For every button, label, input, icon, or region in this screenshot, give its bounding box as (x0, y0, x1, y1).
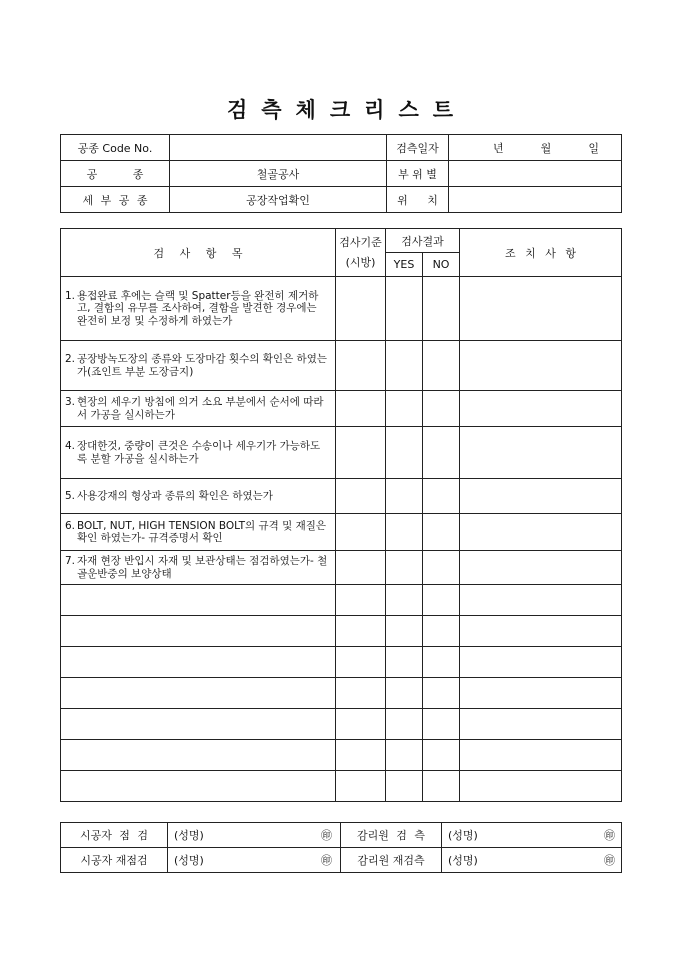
empty-row (61, 616, 622, 647)
yes-cell[interactable] (386, 678, 423, 709)
item-cell[interactable] (61, 740, 336, 771)
action-header: 조 치 사 항 (460, 229, 622, 277)
empty-row (61, 709, 622, 740)
item-cell[interactable] (61, 678, 336, 709)
supervisor-check-label: 감리원 검 측 (341, 823, 442, 848)
criteria-cell[interactable] (336, 479, 386, 514)
stamp-mark: ㊞ (278, 848, 341, 873)
yes-cell[interactable] (386, 514, 423, 551)
inspect-date-value[interactable] (449, 135, 622, 161)
criteria-cell[interactable] (336, 341, 386, 391)
criteria-cell[interactable] (336, 514, 386, 551)
action-cell[interactable] (460, 391, 622, 427)
yes-cell[interactable] (386, 709, 423, 740)
yes-cell[interactable] (386, 616, 423, 647)
criteria-cell[interactable] (336, 277, 386, 341)
no-cell[interactable] (423, 479, 460, 514)
no-cell[interactable] (423, 341, 460, 391)
action-cell[interactable] (460, 771, 622, 802)
stamp-mark: ㊞ (569, 848, 622, 873)
contractor-recheck-name[interactable]: (성명) (168, 848, 278, 873)
criteria-cell[interactable] (336, 647, 386, 678)
item-cell[interactable] (61, 616, 336, 647)
check-item: 3. 현장의 세우기 방침에 의거 소요 부분에서 순서에 따라서 가공을 실시하는가 (61, 391, 336, 427)
yes-cell[interactable] (386, 585, 423, 616)
work-value[interactable]: 철골공사 (170, 161, 387, 187)
no-cell[interactable] (423, 616, 460, 647)
info-table (60, 134, 622, 213)
no-cell[interactable] (423, 740, 460, 771)
empty-row (61, 678, 622, 709)
supervisor-check-name[interactable]: (성명) (442, 823, 569, 848)
title-char: 스 (398, 97, 419, 122)
stamp-mark: ㊞ (569, 823, 622, 848)
contractor-recheck-label: 시공자 재점검 (61, 848, 168, 873)
part-value[interactable] (449, 161, 622, 187)
action-cell[interactable] (460, 514, 622, 551)
checklist-table (60, 228, 622, 802)
no-cell[interactable] (423, 551, 460, 585)
no-header: NO (423, 253, 460, 277)
action-cell[interactable] (460, 479, 622, 514)
title-char: 체 (295, 97, 316, 122)
action-cell[interactable] (460, 678, 622, 709)
contractor-check-label: 시공자 점 검 (61, 823, 168, 848)
no-cell[interactable] (423, 514, 460, 551)
date-day-label: 일 (588, 141, 599, 155)
no-cell[interactable] (423, 678, 460, 709)
yes-cell[interactable] (386, 647, 423, 678)
item-cell[interactable] (61, 771, 336, 802)
table-row (61, 514, 622, 551)
work-label: 공 종 (61, 161, 170, 187)
item-cell[interactable] (61, 647, 336, 678)
stamp-mark: ㊞ (278, 823, 341, 848)
title-char: 크 (329, 97, 351, 122)
criteria-cell[interactable] (336, 771, 386, 802)
result-header: 검사결과 (386, 229, 460, 253)
criteria-cell[interactable] (336, 427, 386, 479)
supervisor-recheck-name[interactable]: (성명) (442, 848, 569, 873)
location-label: 위 치 (387, 187, 449, 213)
action-cell[interactable] (460, 740, 622, 771)
inspect-date-label: 검측일자 (387, 135, 449, 161)
action-cell[interactable] (460, 277, 622, 341)
criteria-cell[interactable] (336, 678, 386, 709)
table-row (61, 479, 622, 514)
action-cell[interactable] (460, 551, 622, 585)
action-cell[interactable] (460, 616, 622, 647)
action-cell[interactable] (460, 427, 622, 479)
action-cell[interactable] (460, 585, 622, 616)
empty-row (61, 771, 622, 802)
empty-row (61, 647, 622, 678)
criteria-cell[interactable] (336, 551, 386, 585)
table-row (61, 427, 622, 479)
no-cell[interactable] (423, 709, 460, 740)
yes-cell[interactable] (386, 771, 423, 802)
yes-cell[interactable] (386, 479, 423, 514)
location-value[interactable] (449, 187, 622, 213)
no-cell[interactable] (423, 585, 460, 616)
empty-row (61, 740, 622, 771)
item-cell[interactable] (61, 585, 336, 616)
part-label: 부 위 별 (387, 161, 449, 187)
yes-header: YES (386, 253, 423, 277)
supervisor-recheck-label: 감리원 재검측 (341, 848, 442, 873)
check-item: 6. BOLT, NUT, HIGH TENSION BOLT의 규격 및 재질은 확인 하였는가- 규격증명서 확인 (61, 514, 336, 551)
action-cell[interactable] (460, 709, 622, 740)
criteria-cell[interactable] (336, 391, 386, 427)
title-char: 리 (364, 97, 385, 122)
yes-cell[interactable] (386, 427, 423, 479)
table-row (61, 341, 622, 391)
action-cell[interactable] (460, 341, 622, 391)
work-code-label: 공종 Code No. (61, 135, 170, 161)
check-item: 4. 장대한것, 중량이 큰것은 수송이나 세우기가 가능하도록 분할 가공을 실시하는가 (61, 427, 336, 479)
sub-work-value[interactable]: 공장작업확인 (170, 187, 387, 213)
title-char: 검 (226, 97, 248, 122)
no-cell[interactable] (423, 427, 460, 479)
yes-cell[interactable] (386, 391, 423, 427)
title-char: 측 (261, 97, 282, 122)
check-item: 5. 사용강재의 형상과 종류의 확인은 하였는가 (61, 479, 336, 514)
yes-cell[interactable] (386, 740, 423, 771)
criteria-cell[interactable] (336, 740, 386, 771)
criteria-cell[interactable] (336, 585, 386, 616)
table-row (61, 391, 622, 427)
no-cell[interactable] (423, 647, 460, 678)
no-cell[interactable] (423, 277, 460, 341)
contractor-check-name[interactable]: (성명) (168, 823, 278, 848)
yes-cell[interactable] (386, 277, 423, 341)
empty-row (61, 585, 622, 616)
title-char: 트 (432, 97, 454, 122)
yes-cell[interactable] (386, 551, 423, 585)
item-cell[interactable] (61, 709, 336, 740)
signature-table (60, 822, 622, 873)
sub-work-label: 세 부 공 종 (61, 187, 170, 213)
criteria-cell[interactable] (336, 709, 386, 740)
date-month-label: 월 (540, 141, 552, 155)
table-row (61, 551, 622, 585)
check-item: 2. 공장방녹도장의 종류와 도장마감 횟수의 확인은 하였는가(죠인트 부분 도장금지) (61, 341, 336, 391)
criteria-header: 검사기준 (시방) (336, 229, 386, 277)
item-header: 검 사 항 목 (61, 229, 336, 277)
check-item: 7. 자재 현장 반입시 자재 및 보관상태는 점검하였는가- 철골운반중의 보양상태 (61, 551, 336, 585)
check-item: 1. 용접완료 후에는 슬랙 및 Spatter등을 완전히 제거하고, 결함의 유무를 조사하여, 결함을 발견한 경우에는 완전히 보정 및 수정하게 하였는가 (61, 277, 336, 341)
work-code-value[interactable] (170, 135, 387, 161)
table-row (61, 277, 622, 341)
yes-cell[interactable] (386, 341, 423, 391)
no-cell[interactable] (423, 771, 460, 802)
criteria-cell[interactable] (336, 616, 386, 647)
action-cell[interactable] (460, 647, 622, 678)
date-year-label: 년 (493, 141, 504, 155)
no-cell[interactable] (423, 391, 460, 427)
document-title (0, 94, 680, 124)
